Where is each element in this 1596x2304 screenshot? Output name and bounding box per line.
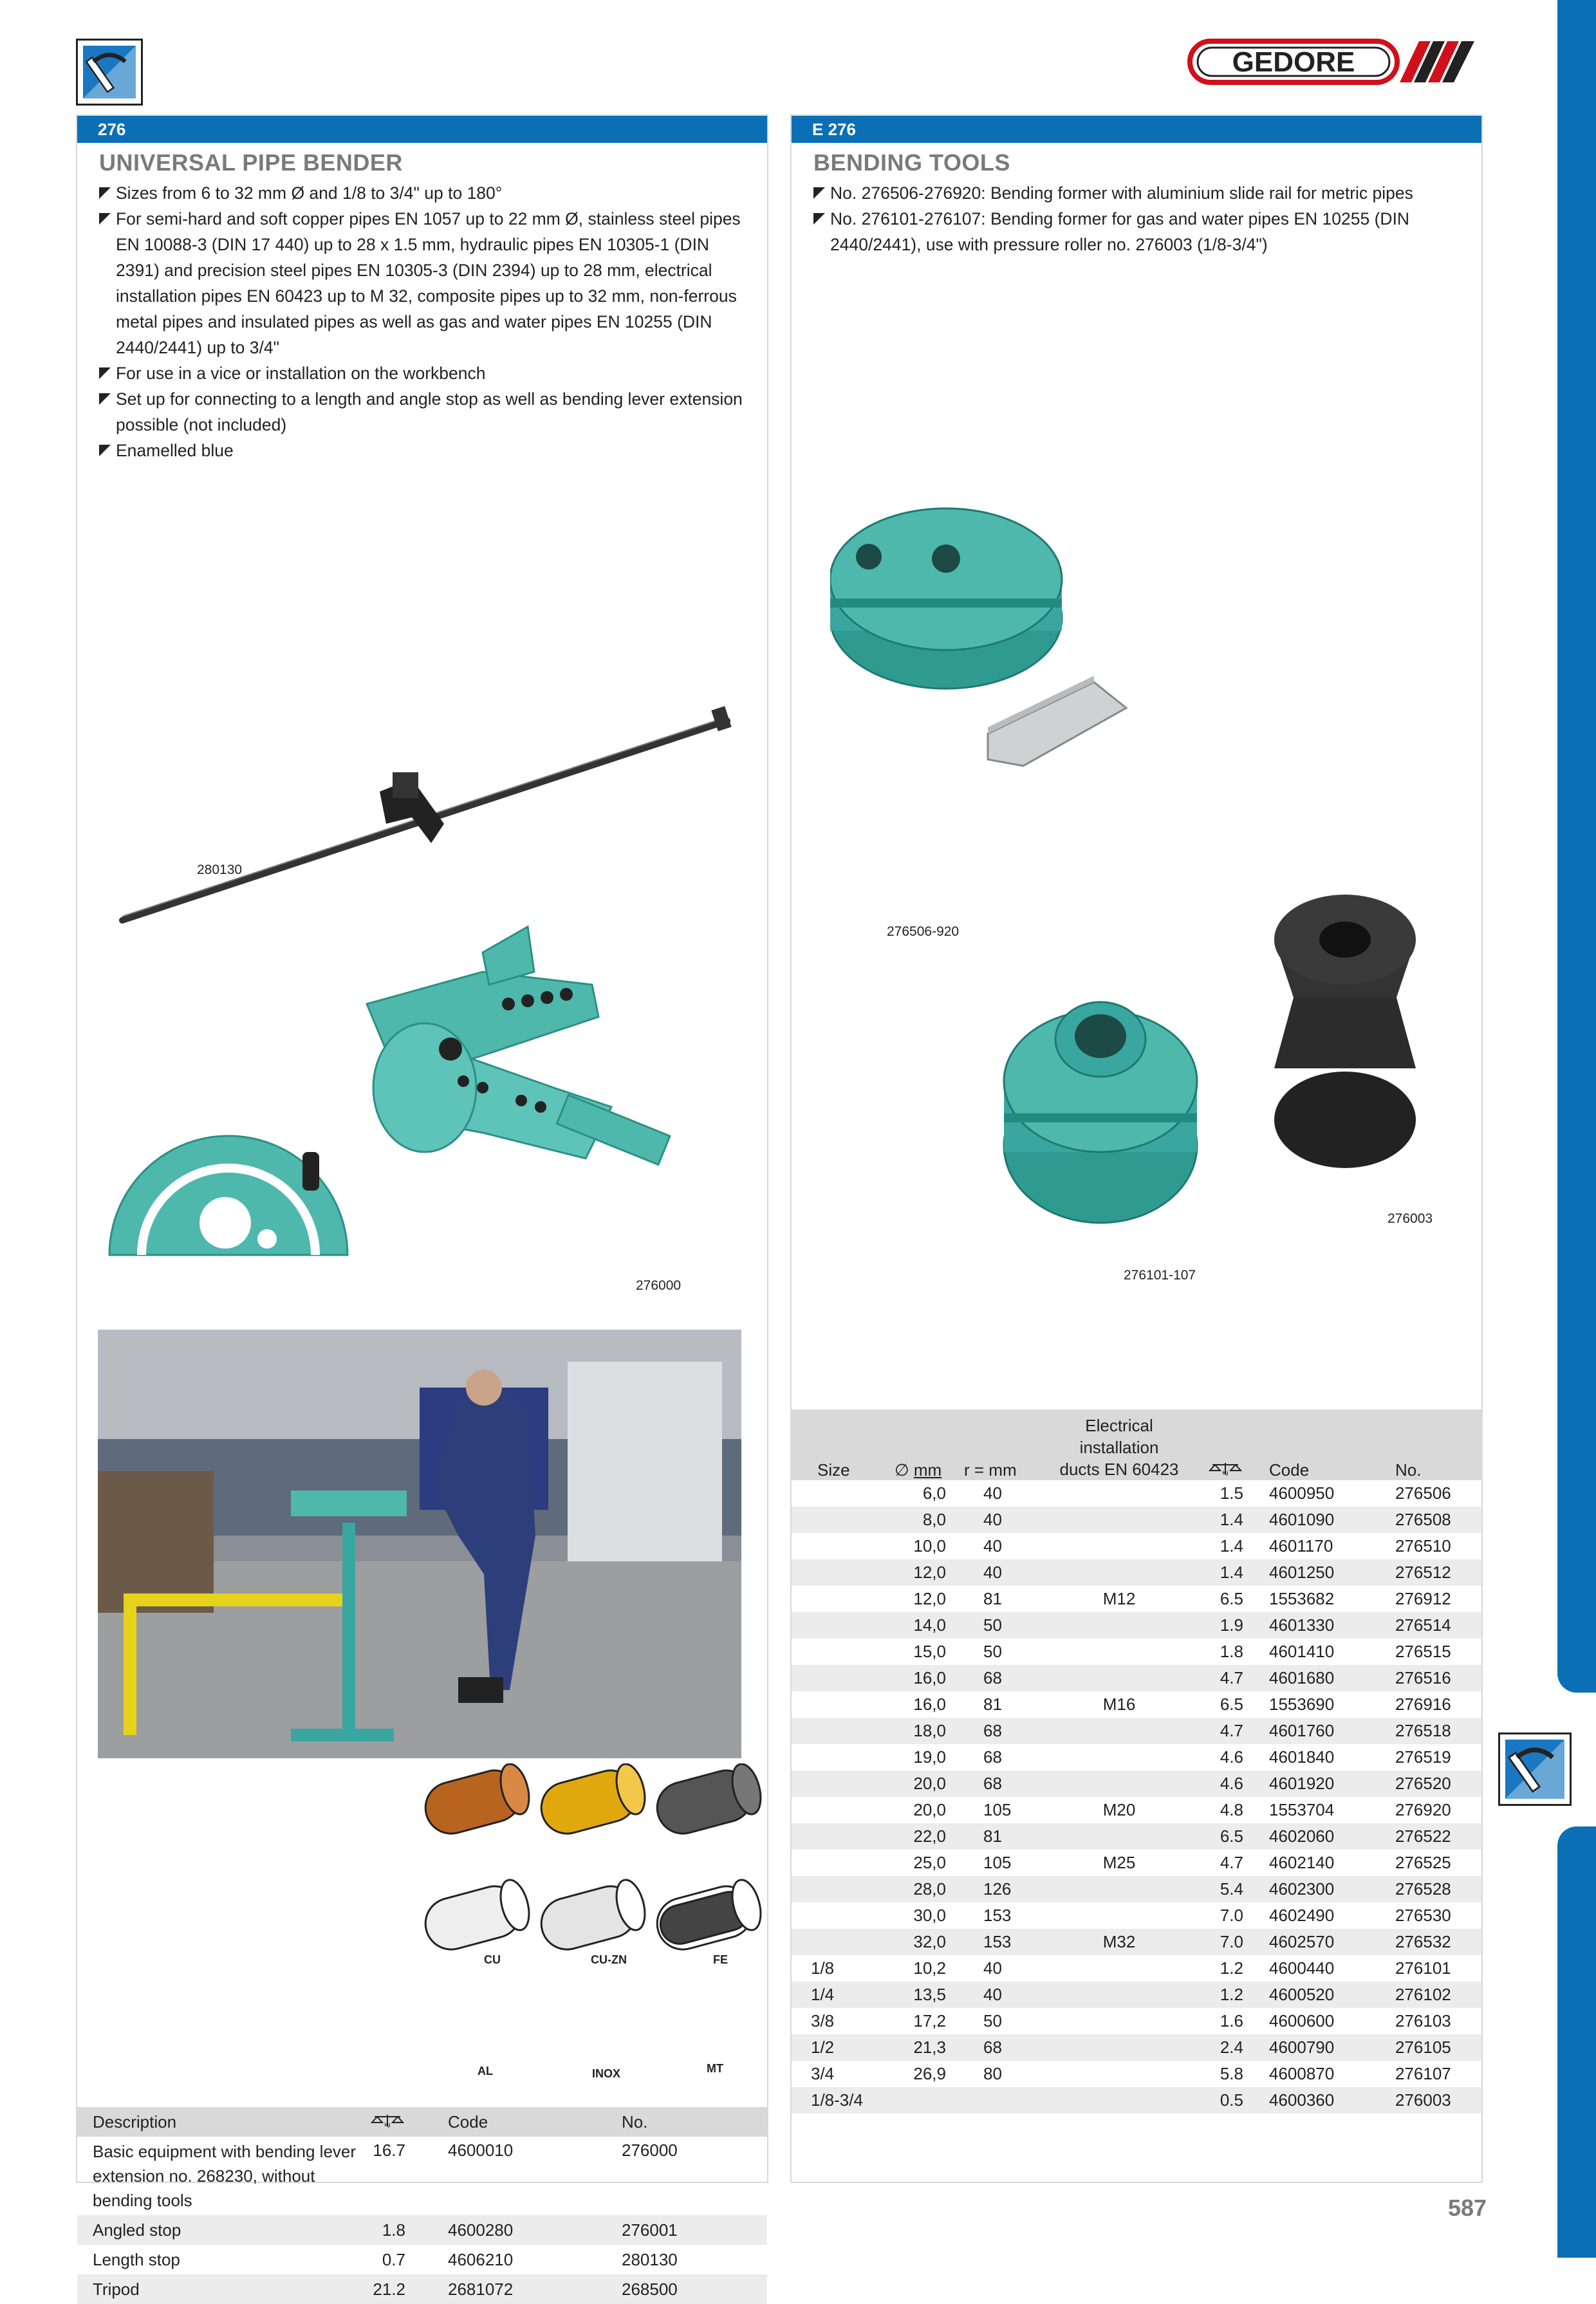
material-label-cu-zn: CU-ZN	[591, 1953, 627, 1966]
cell-radius: 153	[983, 1906, 1012, 1925]
cell-weight: 4.7	[1180, 1718, 1269, 1744]
cell-diameter: 25,0	[913, 1853, 946, 1872]
cell-radius: 68	[964, 1770, 1058, 1797]
cell-diameter: 8,0	[895, 1507, 964, 1533]
cell-description: Length stop	[93, 2249, 180, 2269]
feature-item: For use in a vice or installation on the workbench	[99, 360, 749, 386]
cell-description: Tripod	[77, 2274, 371, 2304]
cell-diameter: 15,0	[913, 1642, 946, 1661]
table-row	[77, 2245, 767, 2274]
cell-code: 4600600	[1269, 2011, 1335, 2030]
cell-size	[792, 1718, 895, 1744]
table-row	[792, 1533, 1481, 1559]
cell-diameter: 28,0	[895, 1876, 964, 1902]
cell-diameter: 22,0	[895, 1823, 964, 1850]
material-label-cu: CU	[484, 1953, 501, 1966]
side-tab-bar	[1557, 0, 1596, 1693]
cell-no: 276001	[622, 2215, 767, 2245]
side-tab-bar-lower	[1557, 1826, 1596, 2258]
cell-size	[792, 1480, 895, 1507]
caption-280130: 280130	[197, 862, 243, 877]
caption-276506-920: 276506-920	[887, 924, 960, 939]
table-row	[792, 1770, 1481, 1797]
cell-size	[792, 1533, 895, 1559]
cell-radius: 40	[983, 1958, 1002, 1978]
svg-text:GEDORE: GEDORE	[1232, 46, 1355, 78]
cell-radius: 50	[983, 1642, 1002, 1661]
cell-diameter: 16,0	[895, 1665, 964, 1691]
cell-radius: 40	[964, 1507, 1058, 1533]
table-row	[792, 1480, 1481, 1507]
cell-electrical	[1058, 1559, 1180, 1586]
table-row	[792, 1797, 1481, 1823]
cell-electrical	[1058, 1665, 1180, 1691]
table-row	[792, 1612, 1481, 1639]
pressure-roller-image	[1268, 888, 1435, 1197]
col-electrical	[1058, 1409, 1180, 1480]
feature-item: Enamelled blue	[99, 438, 749, 463]
cell-weight: 1.2	[1180, 1982, 1269, 2008]
cell-electrical	[1058, 1612, 1180, 1639]
cell-electrical: M25	[1102, 1853, 1136, 1872]
cell-weight: 4.6	[1220, 1747, 1243, 1767]
cell-diameter: 19,0	[913, 1747, 946, 1767]
cell-code: 4602140	[1269, 1853, 1335, 1872]
tube-al	[420, 1877, 534, 1955]
cell-size: 3/4	[811, 2064, 835, 2083]
section-header-left: 276	[77, 116, 767, 143]
cell-code: 4606210	[448, 2249, 514, 2269]
cell-radius: 68	[964, 1665, 1058, 1691]
table-row	[77, 2215, 767, 2245]
table-row	[792, 1639, 1481, 1665]
table-row	[792, 1507, 1481, 1533]
cell-code: 4601920	[1269, 1770, 1395, 1797]
cell-diameter: 12,0	[895, 1559, 964, 1586]
cell-radius: 68	[964, 1718, 1058, 1744]
cell-size	[792, 1850, 895, 1876]
cell-no: 276506	[1395, 1483, 1451, 1503]
cell-weight: 5.8	[1220, 2064, 1243, 2083]
cell-radius: 81	[983, 1695, 1002, 1714]
cell-code: 4601250	[1269, 1559, 1395, 1586]
cell-weight: 4.6	[1180, 1770, 1269, 1797]
cell-no: 276107	[1395, 2064, 1451, 2083]
feature-item: No. 276506-276920: Bending former with aluminium slide rail for metric pipes	[813, 180, 1463, 206]
cell-code: 4600790	[1269, 2034, 1395, 2061]
col-description: Description	[77, 2107, 371, 2137]
cell-code: 4601680	[1269, 1665, 1395, 1691]
cell-electrical	[1058, 1480, 1180, 1507]
feature-item: Sizes from 6 to 32 mm Ø and 1/8 to 3/4" up to 180°	[99, 180, 749, 206]
cell-radius: 40	[964, 1982, 1058, 2008]
cell-radius: 40	[964, 1559, 1058, 1586]
pipe-bender-image	[315, 888, 817, 1287]
tube-cu-zn	[535, 1763, 649, 1839]
cell-electrical: M32	[1058, 1929, 1180, 1955]
cell-weight: 6.5	[1220, 1589, 1243, 1608]
cell-code: 1553682	[1269, 1589, 1335, 1608]
table-row	[792, 2087, 1481, 2114]
cell-diameter: 30,0	[913, 1906, 946, 1925]
bending-tools-panel	[790, 115, 1483, 2183]
cell-code: 4600360	[1269, 2087, 1395, 2114]
cell-electrical	[1058, 2008, 1180, 2034]
cell-weight: 1.5	[1220, 1483, 1243, 1503]
table-row	[792, 1902, 1481, 1929]
bending-tools-table	[792, 1409, 1481, 2114]
cell-radius: 81	[964, 1823, 1058, 1850]
cell-electrical	[1058, 1982, 1180, 2008]
cell-size: 1/4	[792, 1982, 895, 2008]
material-label-al: AL	[478, 2065, 493, 2077]
cell-diameter: 12,0	[913, 1589, 946, 1608]
cell-size	[792, 1665, 895, 1691]
cell-diameter: 14,0	[895, 1612, 964, 1639]
cell-diameter: 26,9	[913, 2064, 946, 2083]
cell-no: 276530	[1395, 1906, 1451, 1925]
cell-diameter: 13,5	[895, 1982, 964, 2008]
svg-text:kg: kg	[384, 2121, 391, 2128]
col-code: Code	[1269, 1409, 1395, 1480]
cell-size	[792, 1929, 895, 1955]
cell-size: 3/8	[811, 2011, 835, 2030]
scale-icon	[1209, 1462, 1242, 1476]
cell-no: 276510	[1395, 1536, 1451, 1556]
category-icon[interactable]	[76, 39, 143, 106]
material-label-mt: MT	[707, 2062, 723, 2075]
cell-no: 276519	[1395, 1747, 1451, 1767]
gas-water-former-image	[998, 952, 1203, 1261]
materials-graphic	[412, 1763, 772, 2085]
col-size: Size	[792, 1409, 895, 1480]
material-label-inox: INOX	[592, 2067, 621, 2080]
cell-size	[792, 1691, 895, 1718]
material-label-fe: FE	[713, 1953, 728, 1966]
cell-size	[792, 1586, 895, 1612]
cell-weight: 2.4	[1180, 2034, 1269, 2061]
cell-no: 276515	[1395, 1642, 1451, 1661]
cell-no: 276003	[1395, 2087, 1481, 2114]
cell-size	[792, 1559, 895, 1586]
cell-code: 4602490	[1269, 1906, 1335, 1925]
cell-electrical	[1058, 1639, 1180, 1665]
cell-code: 4602570	[1269, 1929, 1395, 1955]
tube-fe	[651, 1763, 765, 1839]
table-header-row	[792, 1409, 1481, 1480]
cell-radius: 50	[964, 1612, 1058, 1639]
cell-radius: 68	[983, 1747, 1002, 1767]
cell-no: 276528	[1395, 1876, 1481, 1902]
cell-size	[792, 1612, 895, 1639]
cell-electrical	[1058, 1823, 1180, 1850]
cell-no: 276514	[1395, 1612, 1481, 1639]
col-weight	[371, 2107, 448, 2137]
cell-diameter	[895, 2087, 964, 2114]
feature-list-left	[99, 180, 749, 463]
cell-electrical: M16	[1102, 1695, 1136, 1714]
cell-weight: 5.4	[1180, 1876, 1269, 1902]
col-electrical-line3: ducts EN 60423	[1059, 1460, 1179, 1479]
cell-diameter: 21,3	[895, 2034, 964, 2061]
tube-cu	[420, 1763, 534, 1839]
col-no: No.	[1395, 1409, 1481, 1480]
cell-code: 4600440	[1269, 1958, 1335, 1978]
cell-size	[792, 1876, 895, 1902]
scale-icon	[371, 2114, 404, 2128]
table-row	[792, 1586, 1481, 1612]
cell-description: Basic equipment with bending lever extension no. 268230, without bending tools	[93, 2142, 357, 2210]
cell-electrical: M12	[1102, 1589, 1136, 1608]
cell-weight: 0.7	[382, 2249, 405, 2269]
table-row	[792, 1876, 1481, 1902]
equipment-table	[77, 2107, 767, 2304]
cell-no: 276508	[1395, 1507, 1481, 1533]
cell-radius	[964, 2087, 1058, 2114]
cell-radius: 50	[983, 2011, 1002, 2030]
table-row	[792, 1850, 1481, 1876]
col-no: No.	[622, 2107, 767, 2137]
cell-weight: 1.4	[1180, 1507, 1269, 1533]
cell-no: 276101	[1395, 1958, 1451, 1978]
table-row	[792, 1823, 1481, 1850]
cell-radius: 80	[983, 2064, 1002, 2083]
universal-pipe-bender-panel	[76, 115, 768, 2299]
cell-description: Angled stop	[77, 2215, 371, 2245]
cell-code: 4601410	[1269, 1642, 1335, 1661]
table-row	[792, 2008, 1481, 2034]
cell-code: 4602060	[1269, 1823, 1395, 1850]
cell-electrical	[1058, 1876, 1180, 1902]
cell-electrical	[1058, 2061, 1180, 2087]
cell-weight: 1.2	[1220, 1958, 1243, 1978]
caption-276101-107: 276101-107	[1124, 1268, 1196, 1283]
table-row	[792, 1929, 1481, 1955]
cell-weight: 6.5	[1220, 1695, 1243, 1714]
cell-no: 276103	[1395, 2011, 1451, 2030]
cell-no: 276102	[1395, 1982, 1481, 2008]
cell-radius: 105	[983, 1800, 1012, 1819]
cell-diameter: 18,0	[895, 1718, 964, 1744]
table-row	[792, 1665, 1481, 1691]
cell-code: 4600870	[1269, 2064, 1335, 2083]
table-row	[77, 2137, 767, 2215]
cell-diameter: 10,2	[913, 1958, 946, 1978]
cell-weight: 6.5	[1180, 1823, 1269, 1850]
cell-radius: 68	[964, 2034, 1058, 2061]
col-code: Code	[448, 2107, 622, 2137]
cell-size	[792, 1823, 895, 1850]
table-header-row	[77, 2107, 767, 2137]
cell-diameter: 32,0	[895, 1929, 964, 1955]
cell-no: 276000	[622, 2141, 678, 2160]
tube-inox	[535, 1877, 649, 1955]
cell-no: 276912	[1395, 1589, 1451, 1608]
cell-no: 276522	[1395, 1823, 1481, 1850]
cell-code: 4600520	[1269, 1982, 1395, 2008]
cell-code: 1553690	[1269, 1695, 1335, 1714]
cell-weight: 4.8	[1220, 1800, 1243, 1819]
cell-size	[792, 1770, 895, 1797]
cell-code: 4600950	[1269, 1483, 1335, 1503]
cell-electrical	[1058, 1770, 1180, 1797]
cell-weight: 4.7	[1180, 1665, 1269, 1691]
cell-diameter: 17,2	[913, 2011, 946, 2030]
cell-size	[792, 1797, 895, 1823]
cell-code: 2681072	[448, 2274, 622, 2304]
cell-no: 276516	[1395, 1665, 1481, 1691]
feature-list-right	[813, 180, 1463, 257]
cell-code: 1553704	[1269, 1800, 1335, 1819]
cell-code: 4602300	[1269, 1876, 1395, 1902]
cell-weight: 21.2	[371, 2274, 448, 2304]
table-row	[792, 1955, 1481, 1982]
cell-diameter: 16,0	[913, 1695, 946, 1714]
cell-code: 4601090	[1269, 1507, 1395, 1533]
cell-diameter: 10,0	[913, 1536, 946, 1556]
cell-code: 4601840	[1269, 1747, 1335, 1767]
feature-item: Set up for connecting to a length and angle stop as well as bending lever extension possible (not included)	[99, 386, 749, 438]
cell-weight: 1.8	[371, 2215, 448, 2245]
bending-former-image	[830, 483, 1178, 920]
cell-size	[792, 1507, 895, 1533]
cell-weight: 1.6	[1220, 2011, 1243, 2030]
caption-276000: 276000	[636, 1278, 682, 1293]
svg-text:kg: kg	[1222, 1470, 1229, 1476]
cell-weight: 7.0	[1220, 1906, 1243, 1925]
workshop-photo	[98, 1330, 741, 1758]
cell-no: 276512	[1395, 1559, 1481, 1586]
cell-size: 1/2	[792, 2034, 895, 2061]
table-row	[792, 1744, 1481, 1770]
col-radius: r = mm	[964, 1409, 1058, 1480]
cell-weight: 16.7	[373, 2141, 405, 2160]
cell-size	[792, 1902, 895, 1929]
tube-mt	[651, 1877, 765, 1955]
cell-no: 276920	[1395, 1800, 1451, 1819]
cell-radius: 40	[983, 1536, 1002, 1556]
cell-weight: 0.5	[1180, 2087, 1269, 2114]
pipe-bender-icon	[1505, 1740, 1564, 1799]
cell-size: 1/8-3/4	[792, 2087, 895, 2114]
col-weight	[1180, 1409, 1269, 1480]
cell-diameter: 20,0	[895, 1770, 964, 1797]
cell-no: 276916	[1395, 1695, 1451, 1714]
col-electrical-line1: Electrical	[1085, 1416, 1153, 1435]
cell-weight: 7.0	[1180, 1929, 1269, 1955]
cell-electrical	[1058, 1955, 1180, 1982]
gedore-logo[interactable]	[1187, 37, 1477, 86]
cell-code: 4601760	[1269, 1718, 1395, 1744]
cell-radius: 126	[964, 1876, 1058, 1902]
cell-no: 276105	[1395, 2034, 1481, 2061]
cell-no: 276525	[1395, 1853, 1451, 1872]
bending-tools-rows	[792, 1480, 1481, 2114]
cell-no: 276520	[1395, 1770, 1481, 1797]
table-row	[792, 1559, 1481, 1586]
cell-radius: 105	[983, 1853, 1012, 1872]
col-diameter	[895, 1409, 964, 1480]
cell-code: 4601170	[1269, 1536, 1333, 1556]
table-row	[792, 2061, 1481, 2087]
cell-electrical	[1058, 2087, 1180, 2114]
cell-diameter: 6,0	[922, 1483, 946, 1503]
table-row	[792, 2034, 1481, 2061]
cell-electrical	[1058, 1902, 1180, 1929]
caption-276003: 276003	[1387, 1211, 1433, 1226]
cell-size: 1/8	[811, 1958, 835, 1978]
cell-size	[792, 1639, 895, 1665]
cell-electrical	[1058, 2034, 1180, 2061]
table-row	[77, 2274, 767, 2304]
diameter-icon: ∅	[895, 1460, 909, 1480]
feature-item: No. 276101-276107: Bending former for gas and water pipes EN 10255 (DIN 2440/2441), use with pressure roller no. 276003 (1/8-3/4")	[813, 206, 1463, 257]
side-category-icon[interactable]	[1498, 1733, 1572, 1806]
cell-electrical	[1058, 1718, 1180, 1744]
cell-code: 4601330	[1269, 1612, 1395, 1639]
pipe-bender-icon	[83, 46, 136, 98]
cell-code: 4600280	[448, 2215, 622, 2245]
table-row	[792, 1982, 1481, 2008]
cell-weight: 1.9	[1180, 1612, 1269, 1639]
cell-electrical: M20	[1102, 1800, 1136, 1819]
cell-weight: 1.4	[1220, 1536, 1243, 1556]
section-title-left: UNIVERSAL PIPE BENDER	[99, 149, 403, 176]
cell-weight: 1.4	[1180, 1559, 1269, 1586]
cell-code: 4600010	[448, 2141, 514, 2160]
col-diameter-unit: mm	[913, 1460, 942, 1480]
cell-electrical	[1058, 1533, 1180, 1559]
cell-no: 276518	[1395, 1718, 1481, 1744]
cell-no: 268500	[622, 2274, 767, 2304]
cell-electrical	[1058, 1744, 1180, 1770]
cell-no: 280130	[622, 2249, 678, 2269]
angled-stop-image	[103, 1094, 354, 1261]
cell-electrical	[1058, 1507, 1180, 1533]
cell-weight: 1.8	[1220, 1642, 1243, 1661]
col-electrical-line2: installation	[1079, 1438, 1159, 1457]
section-header-right: E 276	[792, 116, 1481, 143]
table-row	[792, 1691, 1481, 1718]
table-row	[792, 1718, 1481, 1744]
cell-no: 276532	[1395, 1929, 1481, 1955]
cell-radius: 40	[983, 1483, 1002, 1503]
cell-radius: 153	[964, 1929, 1058, 1955]
cell-weight: 4.7	[1220, 1853, 1243, 1872]
cell-diameter: 20,0	[913, 1800, 946, 1819]
cell-size	[792, 1744, 895, 1770]
page-number: 587	[1448, 2195, 1487, 2221]
cell-radius: 81	[983, 1589, 1002, 1608]
section-title-right: BENDING TOOLS	[813, 149, 1010, 176]
feature-item: For semi-hard and soft copper pipes EN 1057 up to 22 mm Ø, stainless steel pipes EN 10088-3 (DIN 17 440) up to 28 x 1.5 mm, hydraulic pipes EN 10305-1 (DIN 2391) and precision steel pipes EN 10305-3 (DIN 2394) up to 28 mm, electrical installation pipes EN 60423 up to M 32, composite pipes up to 32 mm, non-ferrous metal pipes and insulated pipes as well as gas and water pipes EN 10255 (DIN 2440/2441) up to 3/4"	[99, 206, 749, 360]
